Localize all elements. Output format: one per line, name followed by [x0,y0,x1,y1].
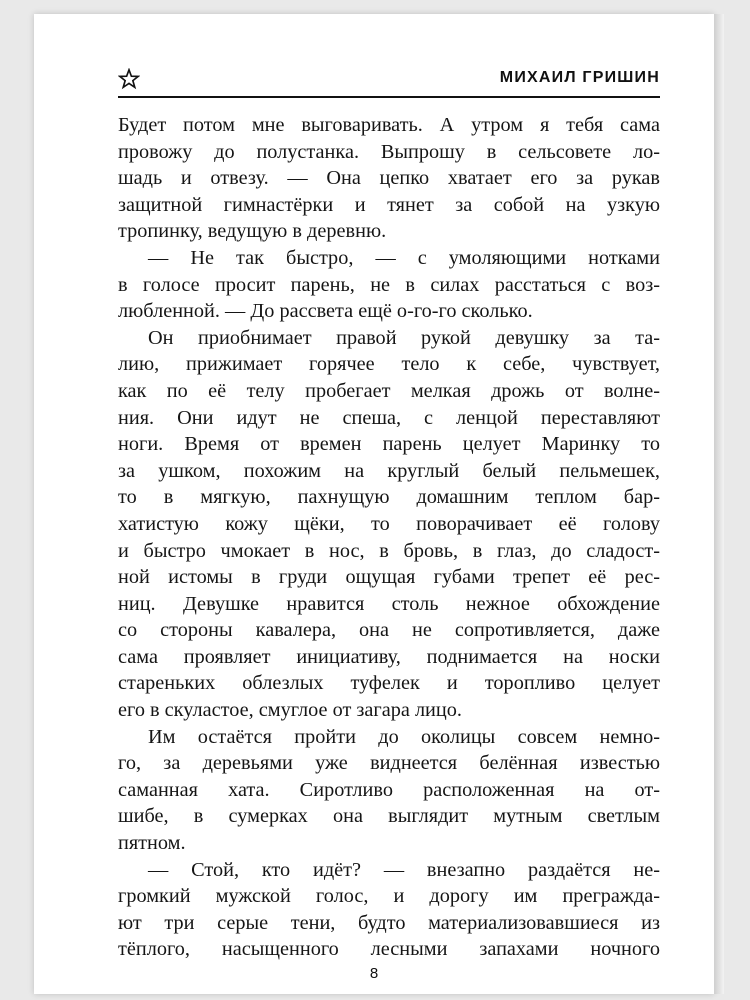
book-page [34,14,714,994]
text-line: пятном. [118,832,186,855]
text-line: лию, прижимает горячее тело к себе, чувствует, [118,353,660,376]
text-line: стареньких облезлых туфелек и торопливо целует [118,672,660,695]
text-line: ния. Они идут не спеша, с ленцой переставляют [118,406,660,429]
text-line: хатистую кожу щёки, то поворачивает её голову [118,512,660,535]
text-line: провожу до полустанка. Выпрошу в сельсовете ло- [118,140,660,163]
running-header [118,62,660,98]
text-line: ниц. Девушке нравится столь нежное обхождение [118,592,660,615]
text-line: и быстро чмокает в нос, в бровь, в глаз, до сладост- [118,539,660,562]
text-line: ноги. Время от времен парень целует Маринку то [118,433,660,456]
text-line: ной истомы в груди ощущая губами трепет её рес- [118,566,660,589]
text-line: — Стой, кто идёт? — внезапно раздаётся не- [148,858,660,881]
text-line: го, за деревьями уже виднеется белённая известью [118,752,660,775]
text-line: со стороны кавалера, она не сопротивляется, даже [118,619,660,642]
text-line: шибе, в сумерках она выглядит мутным светлым [118,805,660,828]
text-line: как по её телу пробегает мелкая дрожь от волне- [118,379,660,402]
text-line: Он приобнимает правой рукой девушку за та- [148,326,660,349]
page-number: 8 [369,965,379,982]
text-line: за ушком, похожим на круглый белый пельмешек, [118,459,660,482]
author-running-head: МИХАИЛ ГРИШИН [499,69,660,86]
text-line: в голосе просит парень, не в силах расстаться с воз- [118,273,660,296]
text-line: то в мягкую, пахнущую домашним теплом бар- [118,486,660,509]
text-line: его в скуластое, смуглое от загара лицо. [118,699,462,722]
text-line: сама проявляет инициативу, поднимается на носки [118,645,660,668]
text-line: любленной. — До рассвета ещё о-го-го сколько. [118,300,533,323]
text-line: громкий мужской голос, и дорогу им преграждa- [118,885,660,908]
text-line: защитной гимнастёрки и тянет за собой на узкую [118,193,660,216]
body-text [118,112,660,963]
star-outline-icon [118,68,140,90]
text-line: шадь и отвезу. — Она цепко хватает его за рукав [118,167,660,190]
text-line: тёплого, насыщенного лесными запахами ночного [118,938,660,961]
text-line: Будет потом мне выговаривать. А утром я тебя сама [118,114,660,136]
text-line: — Не так быстро, — с умоляющими нотками [148,246,660,269]
text-line: саманная хата. Сиротливо расположенная на от- [118,778,660,801]
text-line: тропинку, ведущую в деревню. [118,220,387,243]
text-line: Им остаётся пройти до околицы совсем немно- [148,725,660,748]
text-line: ют три серые тени, будто материализовавшиеся из [118,911,660,934]
